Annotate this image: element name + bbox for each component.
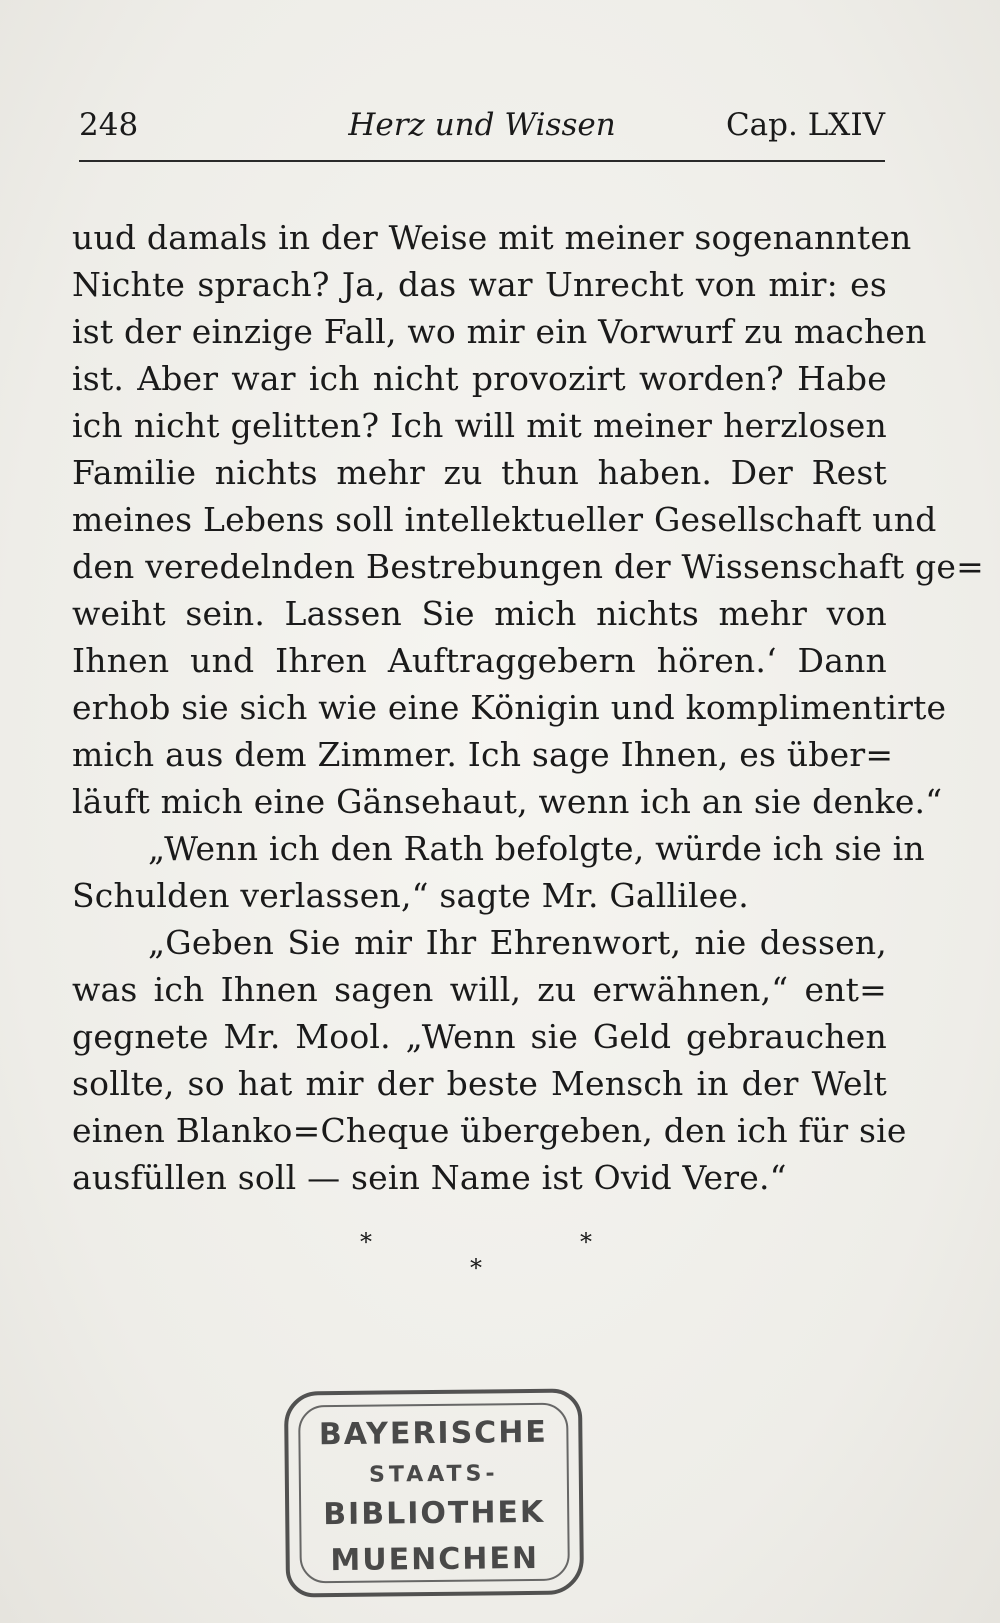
stamp-line: BAYERISCHE xyxy=(318,1414,549,1453)
text-line: gegnete Mr. Mool. „Wenn sie Geld gebrauchen xyxy=(72,1017,887,1056)
text-line: Familie nichts mehr zu thun haben. Der Rest xyxy=(72,453,887,492)
text-line: was ich Ihnen sagen will, zu erwähnen,“ ent= xyxy=(72,970,887,1009)
body-text xyxy=(72,214,984,1201)
section-separator xyxy=(300,1230,700,1290)
text-line: einen Blanko=Cheque übergeben, den ich für sie xyxy=(72,1111,907,1150)
text-line: uud damals in der Weise mit meiner sogenannten xyxy=(72,218,912,257)
stamp-line: STAATS- xyxy=(368,1461,499,1488)
stamp-line: BIBLIOTHEK xyxy=(323,1494,546,1533)
text-line: ich nicht gelitten? Ich will mit meiner herzlosen xyxy=(72,406,887,445)
text-line: meines Lebens soll intellektueller Gesellschaft und xyxy=(72,500,937,539)
text-line: „Geben Sie mir Ihr Ehrenwort, nie dessen, xyxy=(148,923,887,962)
text-line: weiht sein. Lassen Sie mich nichts mehr von xyxy=(72,594,887,633)
asterisk: * xyxy=(580,1228,592,1256)
text-line: ausfüllen soll — sein Name ist Ovid Vere.“ xyxy=(72,1158,787,1197)
library-stamp xyxy=(284,1388,584,1597)
text-line: mich aus dem Zimmer. Ich sage Ihnen, es über= xyxy=(72,735,894,774)
text-line: „Wenn ich den Rath befolgte, würde ich sie in xyxy=(148,829,925,868)
page-number: 248 xyxy=(79,107,139,143)
text-line: ist der einzige Fall, wo mir ein Vorwurf zu machen xyxy=(72,312,927,351)
text-line: läuft mich eine Gänsehaut, wenn ich an sie denke.“ xyxy=(72,782,943,821)
page-header xyxy=(79,102,885,148)
text-line: ist. Aber war ich nicht provozirt worden? Habe xyxy=(72,359,887,398)
text-line: sollte, so hat mir der beste Mensch in der Welt xyxy=(72,1064,887,1103)
text-line: Nichte sprach? Ja, das war Unrecht von mir: es xyxy=(72,265,887,304)
asterisk: * xyxy=(360,1228,372,1256)
text-line: den veredelnden Bestrebungen der Wissenschaft ge= xyxy=(72,547,984,586)
text-line: Schulden verlassen,“ sagte Mr. Gallilee. xyxy=(72,876,749,915)
text-line: Ihnen und Ihren Auftraggebern hören.‘ Dann xyxy=(72,641,887,680)
text-line: erhob sie sich wie eine Königin und komplimentirte xyxy=(72,688,947,727)
asterisk: * xyxy=(470,1254,482,1282)
stamp-line: MUENCHEN xyxy=(330,1540,540,1579)
running-title: Herz und Wissen xyxy=(348,107,616,143)
chapter-label: Cap. LXIV xyxy=(725,107,885,143)
header-rule xyxy=(79,160,885,162)
